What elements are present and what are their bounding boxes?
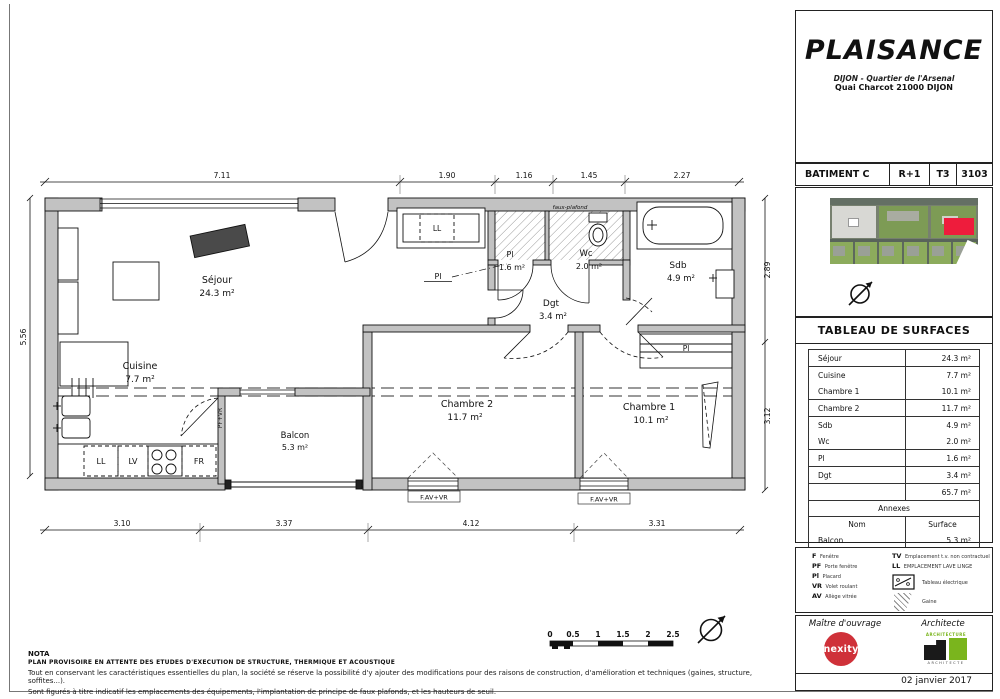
nota-line-3: Sont figurés à titre indicatif les emplacements des équipements, l'implantation de principe de faux plafonds, et les hauteurs de seuil. bbox=[28, 688, 497, 696]
site-road bbox=[830, 198, 978, 205]
date: 02 janvier 2017 bbox=[796, 673, 992, 690]
legend-item: TV Emplacement t.v. non contractuel bbox=[892, 552, 990, 560]
north-arrow-icon bbox=[840, 270, 884, 314]
site-plan-image bbox=[830, 198, 978, 264]
table-row: Wc 2.0 m² bbox=[809, 433, 979, 450]
table-row: Séjour 24.3 m² bbox=[809, 350, 979, 367]
table-row: Dgt 3.4 m² bbox=[809, 467, 979, 484]
legend-item: AV Allège vitrée bbox=[812, 592, 857, 600]
architect-logo-caption: ARCHITECTE bbox=[927, 661, 965, 665]
chambre1-door-leaf bbox=[638, 332, 663, 357]
site-building-gray bbox=[832, 206, 876, 238]
dim-bottom-4: 3.31 bbox=[648, 519, 666, 528]
room-labels bbox=[123, 249, 695, 452]
legend-item: F Fenêtre bbox=[812, 552, 839, 560]
batiment-name: BATIMENT C bbox=[796, 164, 890, 185]
batiment-type: T3 bbox=[930, 164, 957, 185]
dim-bottom-2: 3.37 bbox=[275, 519, 293, 528]
floor-plan-drawing bbox=[0, 150, 795, 699]
table-row: Chambre 1 10.1 m² bbox=[809, 383, 979, 400]
wc-label: Wc bbox=[579, 249, 593, 259]
table-total-row bbox=[809, 484, 979, 501]
sejour-dgt-door-arc bbox=[495, 290, 523, 318]
dim-top-4: 1.45 bbox=[580, 171, 598, 180]
electrical-panel-icon bbox=[892, 574, 916, 591]
project-address: Quai Charcot 21000 DIJON bbox=[835, 83, 953, 92]
dim-bottom-1: 3.10 bbox=[113, 519, 131, 528]
chambre2-door-leaf bbox=[504, 332, 530, 358]
chambre1-label: Chambre 1 bbox=[622, 402, 676, 413]
balcony-railing bbox=[225, 480, 363, 489]
kitchen-unit-lv: LV bbox=[128, 457, 138, 466]
table-row: Pl 1.6 m² bbox=[809, 450, 979, 467]
dim-top-1: 7.11 bbox=[213, 171, 231, 180]
entry-door-arc bbox=[345, 212, 388, 262]
logo-row bbox=[796, 632, 992, 673]
entry-closet-label: Pl bbox=[434, 272, 442, 281]
architect-logo bbox=[918, 632, 974, 668]
title-block bbox=[795, 10, 993, 163]
towel-radiator bbox=[709, 270, 734, 298]
nexity-logo: nexity bbox=[824, 632, 858, 666]
sdb-area: 4.9 m² bbox=[667, 274, 695, 284]
legend-item: Gaine bbox=[922, 599, 937, 605]
kitchen-unit-fr: FR bbox=[193, 457, 205, 466]
dim-bottom-3: 4.12 bbox=[462, 519, 480, 528]
chambre1-closet-door bbox=[702, 382, 718, 448]
dgt-label: Dgt bbox=[542, 299, 560, 309]
footer-box bbox=[795, 615, 993, 691]
gaine-hatch-icon bbox=[894, 593, 912, 611]
nota-line-1: PLAN PROVISOIRE EN ATTENTE DES ETUDES D'EXECUTION DE STRUCTURE, THERMIQUE ET ACOUSTIQUE bbox=[28, 659, 396, 666]
balcon-area: 5.3 m² bbox=[281, 443, 309, 452]
scale-bar bbox=[547, 630, 679, 649]
architecte-label: Architecte bbox=[921, 619, 965, 629]
chambre1-window bbox=[580, 479, 628, 489]
dim-top-3: 1.16 bbox=[515, 171, 533, 180]
pf-vr-label: PF+VR bbox=[217, 407, 224, 429]
architect-logo-black-shape bbox=[924, 640, 946, 660]
site-plan-box bbox=[795, 187, 993, 317]
faux-plafond-label: faux-plafond bbox=[552, 205, 588, 211]
surfaces-title: TABLEAU DE SURFACES bbox=[796, 318, 992, 344]
sdb-label: Sdb bbox=[669, 261, 687, 271]
pl-label: Pl bbox=[506, 250, 514, 259]
entry-door-leaf bbox=[335, 212, 345, 262]
architect-logo-green-shape bbox=[949, 638, 967, 660]
scale-tick: 0 bbox=[547, 630, 553, 639]
dim-top-2: 1.90 bbox=[438, 171, 456, 180]
sejour-area: 24.3 m² bbox=[199, 289, 235, 299]
dim-right-2: 3.12 bbox=[763, 407, 772, 425]
surfaces-table bbox=[808, 349, 980, 549]
toilet bbox=[589, 213, 607, 246]
scale-tick: 1.5 bbox=[616, 630, 630, 639]
legend-item: LL EMPLACEMENT LAVE LINGE bbox=[892, 562, 973, 570]
batiment-niveau: R+1 bbox=[890, 164, 930, 185]
dim-right-1: 2.89 bbox=[763, 261, 772, 279]
legend-item: Pl Placard bbox=[812, 572, 841, 580]
project-subtitle: DIJON - Quartier de l'Arsenal bbox=[833, 74, 955, 83]
table-row: Sdb 4.9 m² bbox=[809, 417, 979, 433]
legend-box bbox=[795, 547, 993, 613]
bathtub bbox=[637, 202, 732, 249]
site-houses bbox=[830, 242, 978, 264]
chambre2-label: Chambre 2 bbox=[440, 399, 494, 410]
project-title: PLAISANCE bbox=[804, 35, 984, 66]
dim-left: 5.56 bbox=[19, 328, 28, 346]
annexes-columns: Nom Surface bbox=[809, 517, 979, 532]
fixtures bbox=[53, 202, 734, 478]
cuisine-label: Cuisine bbox=[122, 361, 158, 372]
site-building-highlight bbox=[931, 206, 976, 238]
chambre2-area: 11.7 m² bbox=[447, 413, 483, 423]
kitchen-unit-ll: LL bbox=[96, 457, 106, 466]
sdb-door-leaf bbox=[626, 298, 652, 325]
top-dim-ticks bbox=[41, 175, 743, 194]
chambre2-window bbox=[408, 479, 458, 489]
scale-tick: 2.5 bbox=[666, 630, 680, 639]
maitre-douvrage-label: Maître d'ouvrage bbox=[808, 619, 882, 629]
cuisine-area: 7.7 m² bbox=[125, 375, 155, 385]
bottom-dim-ticks bbox=[41, 523, 744, 542]
architect-logo-top-text: ARCHITECTURE bbox=[925, 632, 967, 637]
highlighted-building bbox=[944, 218, 974, 235]
nota-block bbox=[28, 650, 763, 696]
balcon-label: Balcon bbox=[280, 431, 310, 441]
legend-item: VR Volet roulant bbox=[812, 582, 858, 590]
legend-item: PF Porte fenêtre bbox=[812, 562, 858, 570]
window-label-1: F.AV+VR bbox=[420, 493, 448, 502]
kitchen-worktop bbox=[60, 342, 128, 398]
scale-tick: 0.5 bbox=[566, 630, 580, 639]
site-building-green bbox=[879, 206, 928, 238]
legend-item: Tableau électrique bbox=[922, 580, 968, 586]
nota-title: NOTA bbox=[28, 650, 50, 658]
tableau-de-surfaces bbox=[795, 317, 993, 543]
wc-area: 2.0 m² bbox=[575, 262, 603, 271]
dgt-area: 3.4 m² bbox=[539, 312, 567, 322]
table-row: Balcon 5.3 m² bbox=[809, 532, 979, 548]
table-row: Chambre 2 11.7 m² bbox=[809, 400, 979, 417]
window-label-2: F.AV+VR bbox=[590, 495, 618, 504]
dim-top-5: 2.27 bbox=[673, 171, 691, 180]
sejour-label: Séjour bbox=[201, 275, 233, 286]
scale-tick: 1 bbox=[595, 630, 601, 639]
chambre1-closet-label: Pl bbox=[682, 344, 690, 353]
batiment-lot: 3103 bbox=[961, 169, 988, 180]
annexes-header: Annexes bbox=[809, 501, 979, 517]
kitchen-sink bbox=[53, 396, 90, 438]
batiment-row bbox=[795, 163, 993, 186]
pl-area: 1.6 m² bbox=[498, 263, 526, 272]
chambre1-area: 10.1 m² bbox=[633, 416, 669, 426]
total-surface: 65.7 m² bbox=[905, 484, 979, 500]
table-row: Cuisine 7.7 m² bbox=[809, 367, 979, 383]
ll-box-label: LL bbox=[432, 224, 442, 233]
nota-line-2: Tout en conservant les caractéristiques essentielles du plan, la société se réserve la possibilité d'y ajouter des modifications pour des raisons de construction, d'amélioration et techniques (gaines, structure, soffites...). bbox=[28, 669, 753, 685]
north-arrow-icon bbox=[698, 616, 725, 643]
scale-tick: 2 bbox=[645, 630, 651, 639]
faux-plafond-dashed-lines bbox=[58, 388, 732, 396]
